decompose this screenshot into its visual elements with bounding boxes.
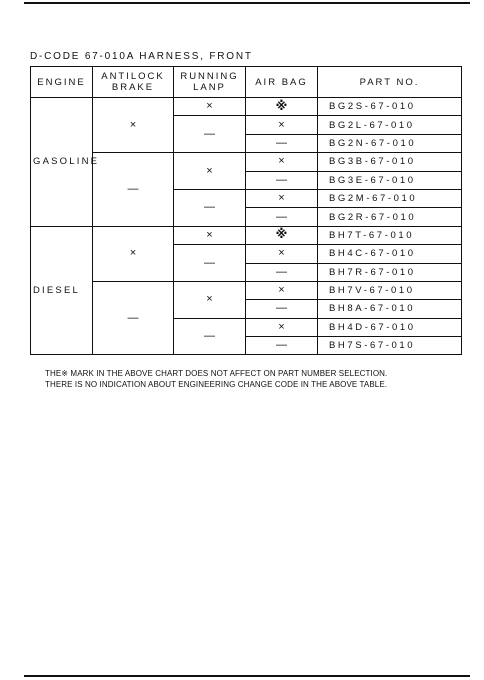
table-header-row [31, 67, 462, 98]
airbag-mark: — [276, 173, 287, 186]
part-number: BH4C-67-010 [318, 245, 462, 263]
airbag-cell [246, 208, 318, 226]
note-line: THE※ MARK IN THE ABOVE CHART DOES NOT AFFECT ON PART NUMBER SELECTION. [45, 369, 388, 378]
airbag-cell [246, 134, 318, 152]
header-running-lamp [174, 67, 246, 98]
running-cell [174, 153, 246, 190]
header-antilock-line2: BRAKE [111, 82, 155, 93]
mark-no: — [127, 311, 139, 324]
mark-no: — [204, 330, 215, 343]
airbag-mark: ※ [275, 227, 288, 242]
mark-no: — [204, 201, 215, 214]
antilock-diesel-yes [93, 226, 174, 281]
airbag-mark: × [278, 320, 285, 333]
airbag-mark: × [278, 247, 285, 260]
airbag-mark: × [278, 192, 285, 205]
page-title: D-CODE 67-010A HARNESS, FRONT [30, 51, 253, 62]
engine-diesel: DIESEL [31, 226, 93, 355]
running-cell [174, 98, 246, 116]
mark-no: — [204, 127, 215, 140]
part-number: BH8A-67-010 [318, 300, 462, 318]
airbag-mark: — [276, 265, 287, 278]
header-engine-label: ENGINE [37, 76, 86, 88]
airbag-cell [246, 281, 318, 299]
note-line: THERE IS NO INDICATION ABOUT ENGINEERING CHANGE CODE IN THE ABOVE TABLE. [45, 380, 388, 389]
part-number: BH4D-67-010 [318, 318, 462, 336]
part-number: BG2N-67-010 [318, 134, 462, 152]
part-number: BG2L-67-010 [318, 116, 462, 134]
header-part-no [318, 67, 462, 98]
airbag-mark: — [276, 210, 287, 223]
mark-yes: × [206, 293, 213, 306]
header-running-line2: LANP [193, 82, 226, 93]
part-number: BH7T-67-010 [318, 226, 462, 244]
running-cell [174, 116, 246, 153]
airbag-cell [246, 98, 318, 116]
header-antilock-line1: ANTILOCK [101, 71, 165, 82]
airbag-mark: — [276, 339, 287, 352]
airbag-cell [246, 263, 318, 281]
harness-part-table [30, 66, 462, 355]
header-engine [31, 67, 93, 98]
table-row [31, 98, 462, 116]
part-number: BG2S-67-010 [318, 98, 462, 116]
airbag-mark: × [278, 284, 285, 297]
antilock-gasoline-no [93, 153, 174, 227]
running-cell [174, 281, 246, 318]
header-air-bag [246, 67, 318, 98]
airbag-cell [246, 337, 318, 355]
airbag-mark: × [278, 155, 285, 168]
antilock-gasoline-yes [93, 98, 174, 153]
airbag-mark: — [276, 302, 287, 315]
airbag-cell [246, 116, 318, 134]
part-number: BG2R-67-010 [318, 208, 462, 226]
mark-yes: × [129, 118, 137, 131]
running-cell [174, 318, 246, 355]
mark-yes: × [206, 100, 213, 113]
mark-yes: × [129, 247, 137, 260]
airbag-cell [246, 318, 318, 336]
header-running-line1: RUNNING [180, 71, 239, 82]
airbag-cell [246, 245, 318, 263]
top-rule [24, 2, 470, 4]
table-row [31, 281, 462, 299]
mark-no: — [204, 256, 215, 269]
airbag-mark: — [276, 136, 287, 149]
airbag-cell [246, 171, 318, 189]
airbag-cell [246, 226, 318, 244]
part-number: BG3B-67-010 [318, 153, 462, 171]
mark-no: — [127, 182, 139, 195]
part-number: BH7S-67-010 [318, 337, 462, 355]
airbag-cell [246, 189, 318, 207]
mark-yes: × [206, 228, 213, 241]
part-number: BG3E-67-010 [318, 171, 462, 189]
part-number: BG2M-67-010 [318, 189, 462, 207]
engine-gasoline: GASOLINE [31, 98, 93, 227]
table-notes [45, 368, 465, 390]
running-cell [174, 245, 246, 282]
bottom-rule [24, 675, 470, 677]
header-air-bag-label: AIR BAG [255, 76, 308, 88]
airbag-cell [246, 153, 318, 171]
antilock-diesel-no [93, 281, 174, 355]
airbag-mark: × [278, 118, 285, 131]
airbag-mark: ※ [275, 98, 288, 113]
header-part-no-label: PART NO. [359, 76, 420, 88]
header-antilock-brake [93, 67, 174, 98]
table-row [31, 226, 462, 244]
airbag-cell [246, 300, 318, 318]
part-number: BH7V-67-010 [318, 281, 462, 299]
part-number: BH7R-67-010 [318, 263, 462, 281]
mark-yes: × [206, 164, 213, 177]
running-cell [174, 226, 246, 244]
running-cell [174, 189, 246, 226]
